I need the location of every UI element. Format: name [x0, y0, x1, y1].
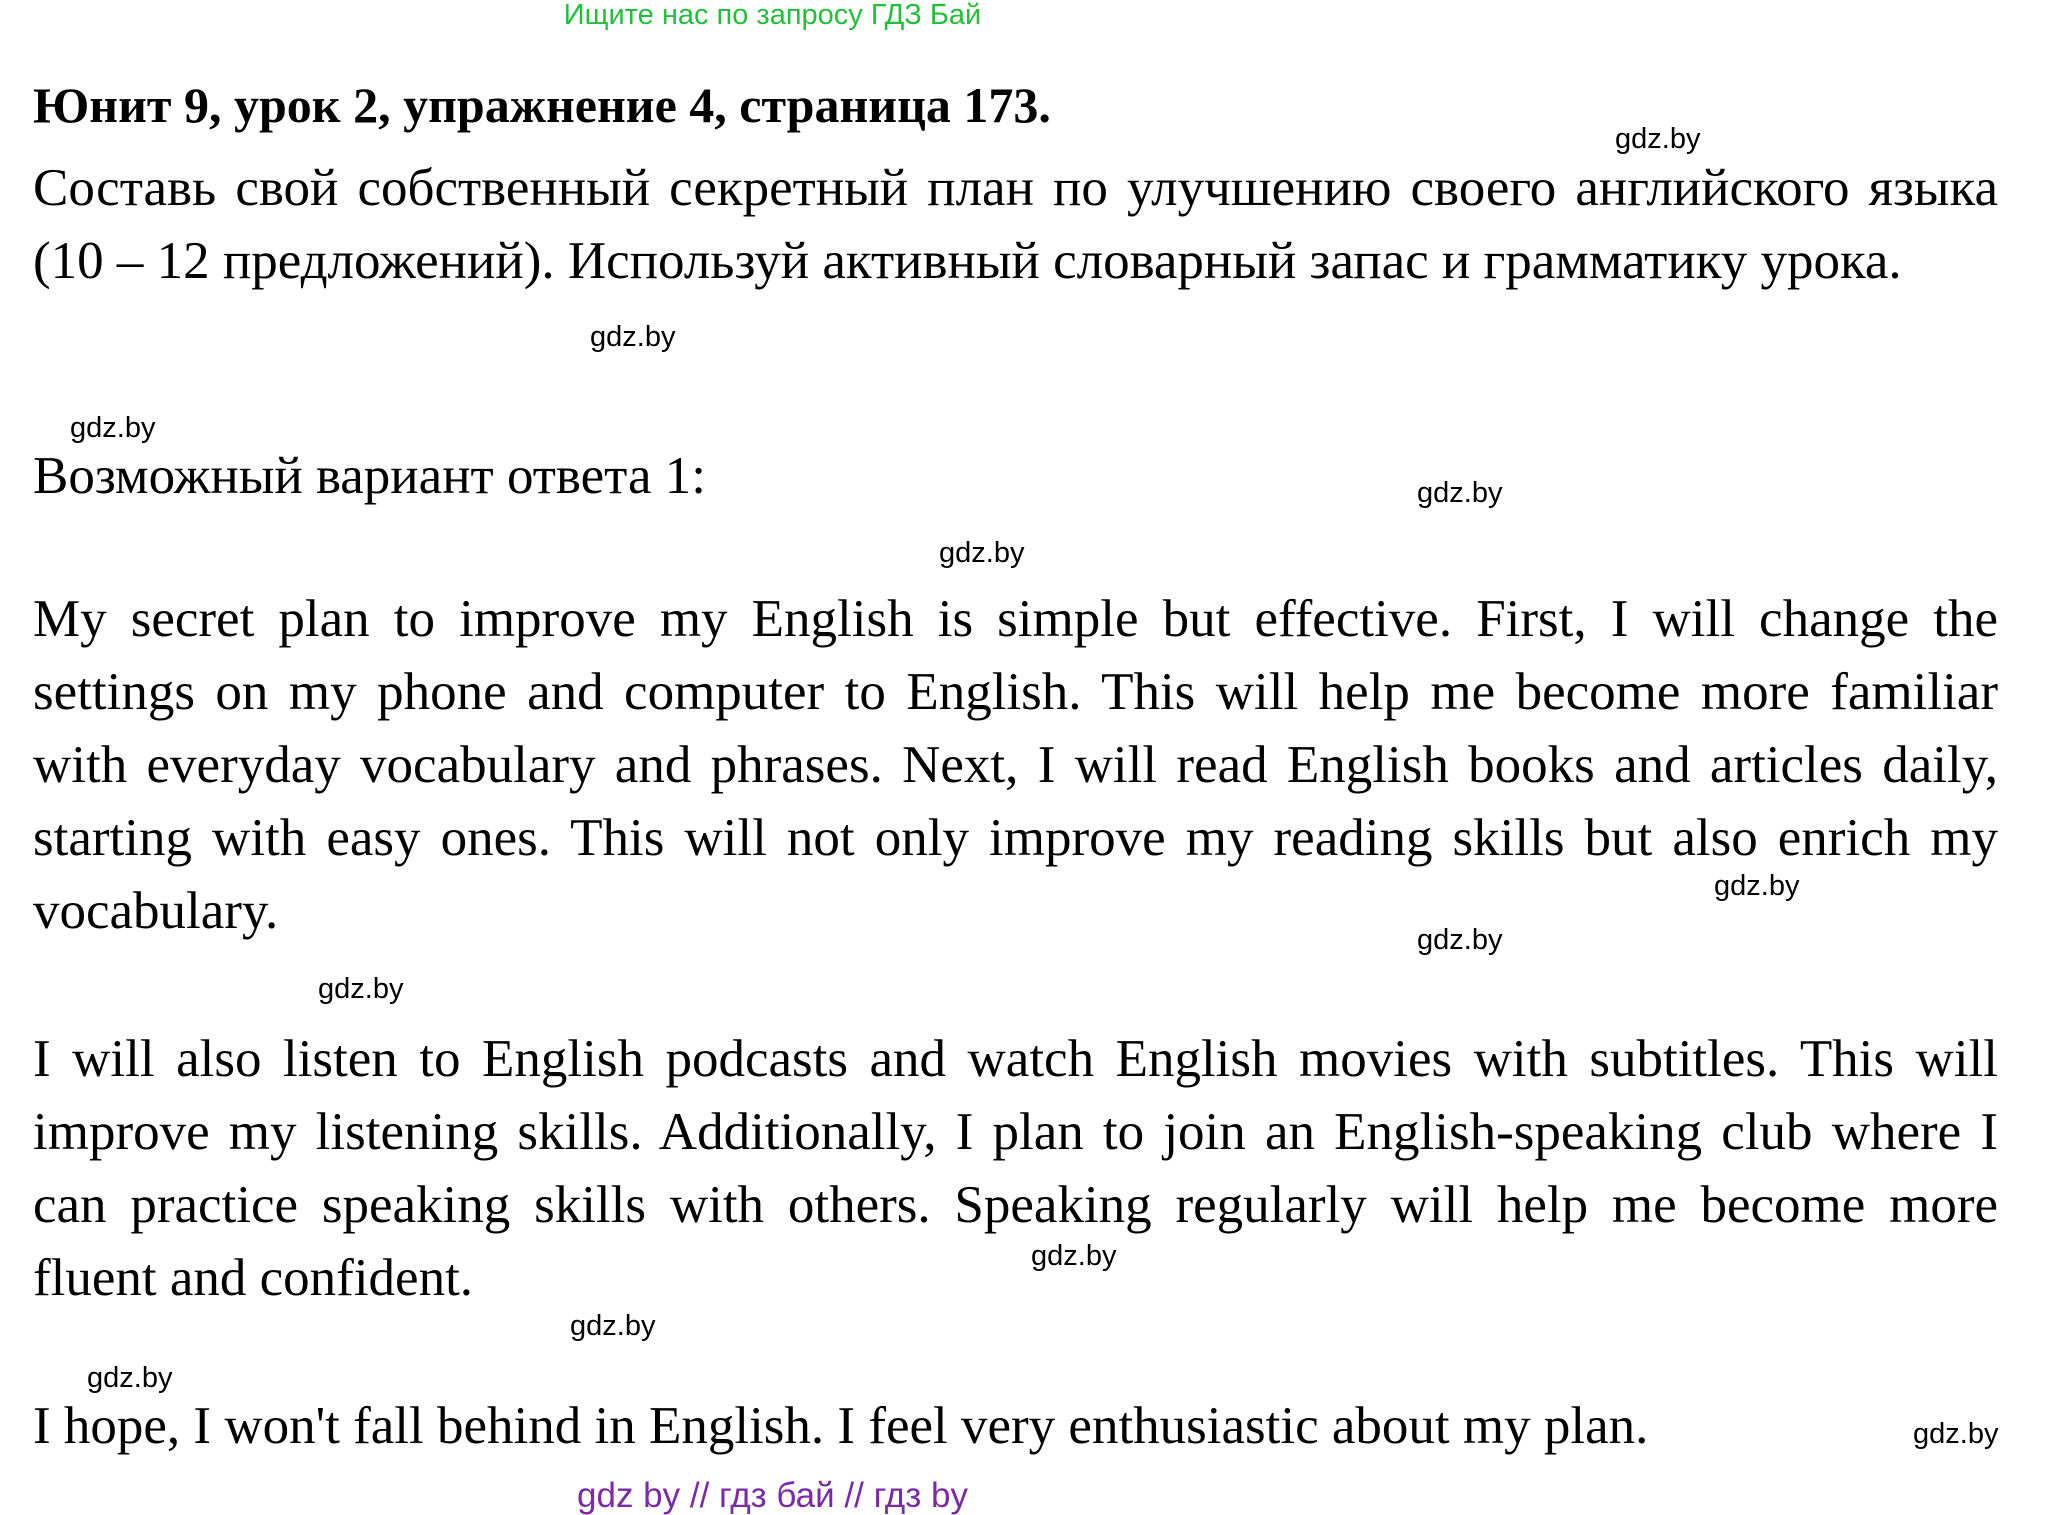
watermark: gdz.by: [1417, 477, 1503, 509]
watermark: gdz.by: [87, 1362, 173, 1394]
search-hint-banner: Ищите нас по запросу ГДЗ Бай: [563, 0, 982, 31]
watermark: gdz.by: [1615, 123, 1701, 155]
watermark: gdz.by: [1031, 1240, 1117, 1272]
watermark: gdz.by: [1913, 1418, 1999, 1450]
answer-paragraph-2: I will also listen to English podcasts and watch English movies with subtitles. This will improve my listening skills. Additionally, I plan to join an English-speaking club where I can practice speaking skills with others. Speaking regularly will help me become more fluent and confident.: [33, 1030, 1998, 1307]
watermark: gdz.by: [939, 537, 1025, 569]
answer-label: Возможный вариант ответа 1:: [33, 447, 706, 505]
watermark: gdz.by: [318, 973, 404, 1005]
footer-links: gdz by // гдз бай // гдз by: [577, 1476, 968, 1515]
answer-paragraph-1: My secret plan to improve my English is simple but effective. First, I will change the settings on my phone and computer to English. This will help me become more familiar with everyday vocabulary and phrases. Next, I will read English books and articles daily, starting with easy ones. This will not only improve my reading skills but also enrich my vocabulary.: [33, 590, 1998, 940]
exercise-title: Юнит 9, урок 2, упражнение 4, страница 173.: [33, 77, 1051, 133]
answer-paragraph-3: I hope, I won't fall behind in English. I feel very enthusiastic about my plan.: [33, 1397, 1649, 1455]
watermark: gdz.by: [590, 321, 676, 353]
task-text: Составь свой собственный секретный план по улучшению своего английского языка (10 – 12 предложений). Используй активный словарный запас и грамматику урока.: [33, 159, 1998, 290]
watermark: gdz.by: [70, 412, 156, 444]
watermark: gdz.by: [570, 1310, 656, 1342]
watermark: gdz.by: [1417, 924, 1503, 956]
watermark: gdz.by: [1714, 870, 1800, 902]
